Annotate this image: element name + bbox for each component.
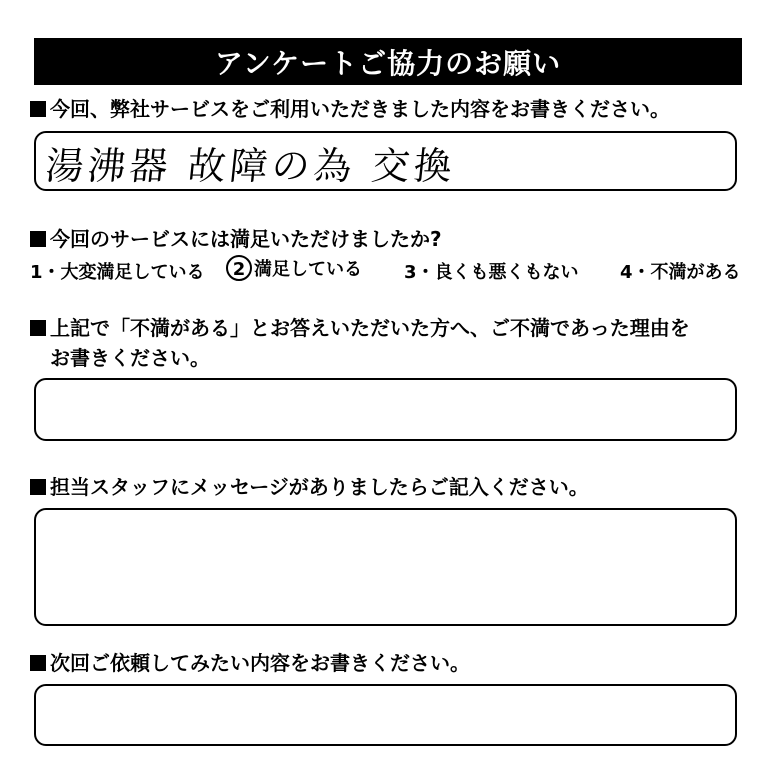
question-2: [30, 224, 442, 254]
question-4-label: 担当スタッフにメッセージがありましたらご記入ください。: [50, 475, 589, 499]
square-bullet-icon: [30, 231, 46, 247]
option-4[interactable]: 4・不満がある: [620, 262, 741, 283]
question-3: [30, 313, 690, 373]
square-bullet-icon: [30, 101, 46, 117]
option-2-selected[interactable]: 2 満足している: [226, 255, 362, 281]
satisfaction-options: [30, 258, 750, 284]
question-5-label: 次回ご依頼してみたい内容をお書きください。: [50, 651, 470, 675]
selection-circle: 2: [226, 255, 252, 281]
square-bullet-icon: [30, 479, 46, 495]
question-5: [30, 648, 470, 678]
question-1-label: 今回、弊社サービスをご利用いただきました内容をお書きください。: [50, 97, 670, 121]
answer-box-1[interactable]: [34, 131, 737, 191]
square-bullet-icon: [30, 655, 46, 671]
handwritten-answer-1: 湯沸器 故障の為 交換: [43, 144, 459, 188]
answer-box-4[interactable]: [34, 508, 737, 626]
question-4: [30, 472, 589, 502]
question-3-label-line1: 上記で「不満がある」とお答えいただいた方へ、ご不満であった理由を: [50, 316, 690, 340]
answer-box-5[interactable]: [34, 684, 737, 746]
option-1[interactable]: 1・大変満足している: [30, 262, 205, 283]
survey-title: アンケートご協力のお願い: [34, 38, 742, 85]
question-3-label-line2: お書きください。: [50, 346, 210, 370]
square-bullet-icon: [30, 320, 46, 336]
answer-box-3[interactable]: [34, 378, 737, 441]
question-2-label: 今回のサービスには満足いただけましたか?: [50, 227, 442, 251]
option-3[interactable]: 3・良くも悪くもない: [404, 262, 579, 283]
question-1: [30, 94, 670, 124]
